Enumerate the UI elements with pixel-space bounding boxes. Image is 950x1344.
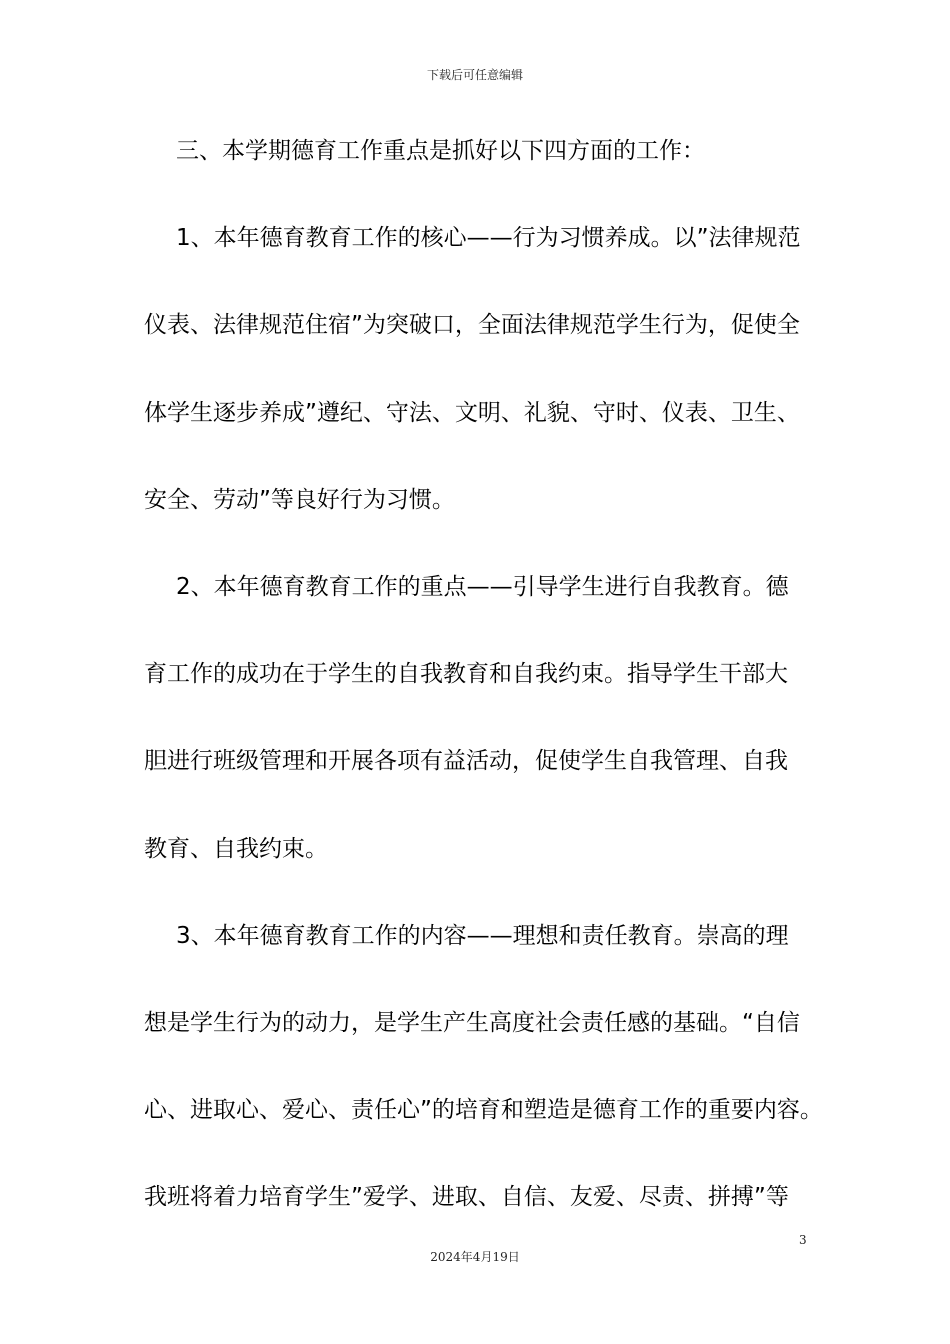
paragraph-line: 心、进取心、爱心、责任心”的培育和塑造是德育工作的重要内容。 [144,1097,823,1124]
paragraph-line: 我班将着力培育学生”爱学、进取、自信、友爱、尽责、拼搏”等 [144,1184,789,1211]
paragraph-line: 仪表、法律规范住宿”为突破口，全面法律规范学生行为，促使全 [144,312,800,339]
paragraph-line: 3、本年德育教育工作的内容——理想和责任教育。崇高的理 [176,922,789,949]
page-header: 下载后可任意编辑 [426,68,523,82]
paragraph-line: 想是学生行为的动力，是学生产生高度社会责任感的基础。“自信 [144,1009,800,1036]
paragraph-line: 教育、自我约束。 [144,835,328,862]
paragraph-line: 育工作的成功在于学生的自我教育和自我约束。指导学生干部大 [144,661,788,688]
page-footer-date: 2024年4月19日 [430,1250,520,1264]
paragraph-line: 三、本学期德育工作重点是抓好以下四方面的工作： [176,138,705,164]
paragraph-line: 1、本年德育教育工作的核心——行为习惯养成。以”法律规范 [176,225,801,252]
page-number: 3 [799,1233,807,1247]
document-body [144,125,824,1258]
paragraph-line: 安全、劳动”等良好行为习惯。 [144,486,455,513]
paragraph-line: 体学生逐步养成”遵纪、守法、文明、礼貌、守时、仪表、卫生、 [144,399,800,426]
paragraph-line: 胆进行班级管理和开展各项有益活动，促使学生自我管理、自我 [144,748,788,775]
paragraph-line: 2、本年德育教育工作的重点——引导学生进行自我教育。德 [176,573,789,600]
